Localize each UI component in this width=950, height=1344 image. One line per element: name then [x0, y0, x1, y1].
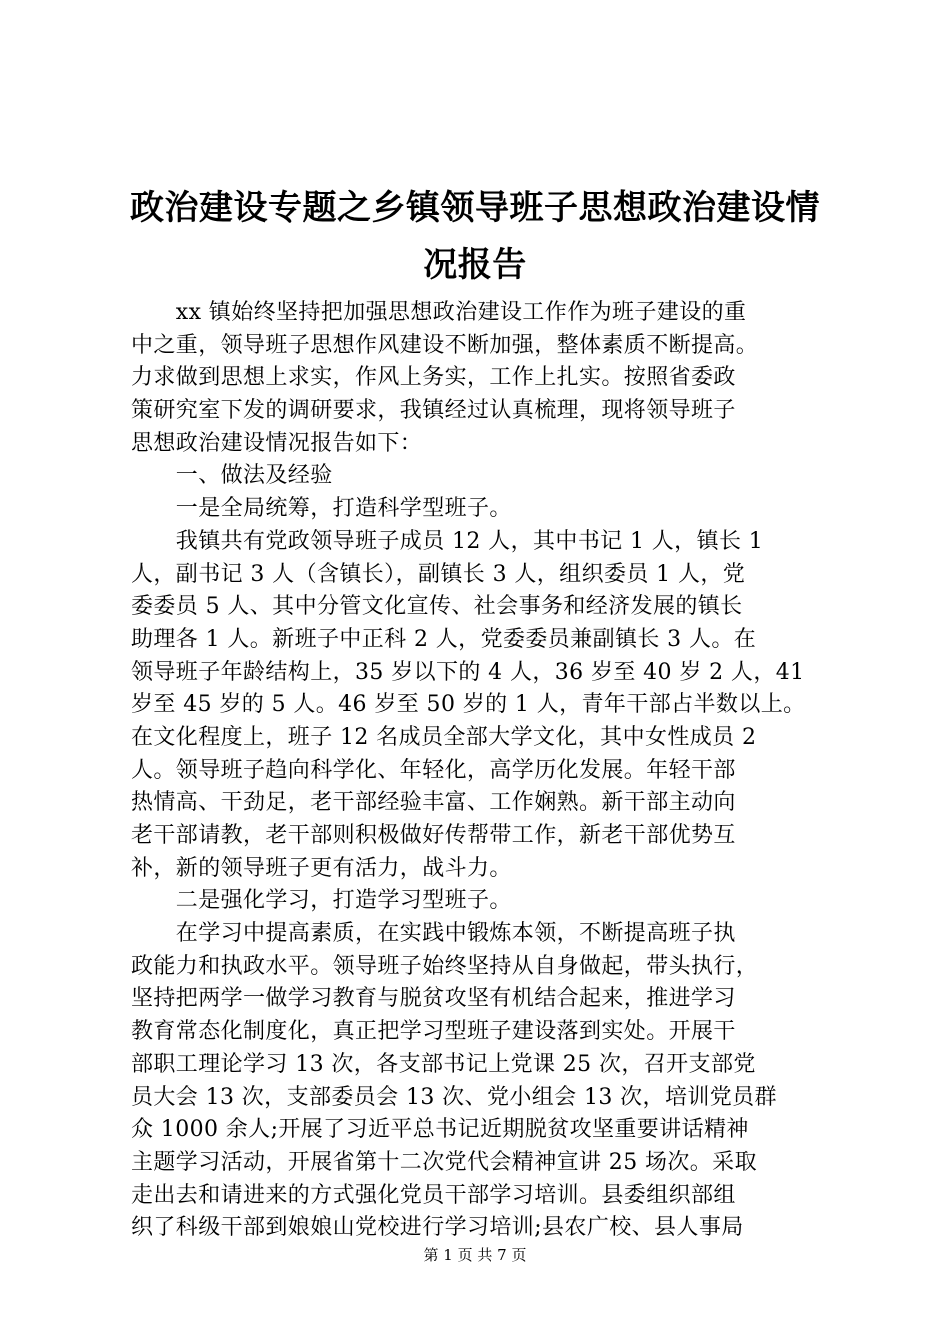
body-line: 众 1000 余人;开展了习近平总书记近期脱贫攻坚重要讲话精神	[131, 1117, 749, 1143]
page-footer: 第 1 页 共 7 页	[423, 1246, 527, 1264]
body-line: 在文化程度上，班子 12 名成员全部大学文化，其中女性成员 2	[131, 724, 757, 750]
body-line: 助理各 1 人。新班子中正科 2 人，党委委员兼副镇长 3 人。在	[131, 626, 757, 652]
body-line: 主题学习活动，开展省第十二次党代会精神宣讲 25 场次。采取	[131, 1149, 757, 1175]
body-line: 思想政治建设情况报告如下：	[131, 430, 423, 456]
document-title-line-1: 政治建设专题之乡镇领导班子思想政治建设情	[130, 188, 820, 228]
body-line: 织了科级干部到娘娘山党校进行学习培训;县农广校、县人事局	[131, 1215, 744, 1241]
body-line: 教育常态化制度化，真正把学习型班子建设落到实处。开展干	[131, 1019, 736, 1045]
body-line: 力求做到思想上求实，作风上务实，工作上扎实。按照省委政	[131, 365, 736, 391]
subsection-heading: 一是全局统筹，打造科学型班子。	[131, 496, 512, 522]
body-line: 策研究室下发的调研要求，我镇经过认真梳理，现将领导班子	[131, 398, 736, 424]
body-line: 政能力和执政水平。领导班子始终坚持从自身做起，带头执行，	[131, 953, 759, 979]
body-line: 岁至 45 岁的 5 人。46 岁至 50 岁的 1 人，青年干部占半数以上。	[131, 692, 806, 718]
document-body	[131, 297, 831, 1245]
body-line: 人，副书记 3 人（含镇长），副镇长 3 人，组织委员 1 人，党	[131, 561, 746, 587]
section-heading: 一、做法及经验	[131, 463, 333, 489]
body-line: 补，新的领导班子更有活力，战斗力。	[131, 855, 512, 881]
body-line: 领导班子年龄结构上，35 岁以下的 4 人，36 岁至 40 岁 2 人，41	[131, 659, 805, 685]
body-line: 走出去和请进来的方式强化党员干部学习培训。县委组织部组	[131, 1182, 736, 1208]
body-line: xx 镇始终坚持把加强思想政治建设工作作为班子建设的重	[131, 300, 747, 325]
body-line: 员大会 13 次，支部委员会 13 次、党小组会 13 次，培训党员群	[131, 1084, 777, 1110]
body-line: 部职工理论学习 13 次，各支部书记上党课 25 次，召开支部党	[131, 1051, 756, 1077]
body-line: 在学习中提高素质，在实践中锻炼本领，不断提高班子执	[131, 921, 736, 947]
body-line: 中之重，领导班子思想作风建设不断加强，整体素质不断提高。	[131, 332, 759, 358]
body-line: 委委员 5 人、其中分管文化宣传、社会事务和经济发展的镇长	[131, 594, 743, 620]
body-line: 热情高、干劲足，老干部经验丰富、工作娴熟。新干部主动向	[131, 790, 736, 816]
document-title-line-2: 况报告	[423, 245, 527, 285]
body-line: 我镇共有党政领导班子成员 12 人，其中书记 1 人，镇长 1	[131, 528, 764, 554]
body-line: 坚持把两学一做学习教育与脱贫攻坚有机结合起来，推进学习	[131, 986, 736, 1012]
subsection-heading: 二是强化学习，打造学习型班子。	[131, 888, 512, 914]
body-line: 人。领导班子趋向科学化、年轻化，高学历化发展。年轻干部	[131, 757, 736, 783]
body-line: 老干部请教，老干部则积极做好传帮带工作，新老干部优势互	[131, 823, 736, 848]
